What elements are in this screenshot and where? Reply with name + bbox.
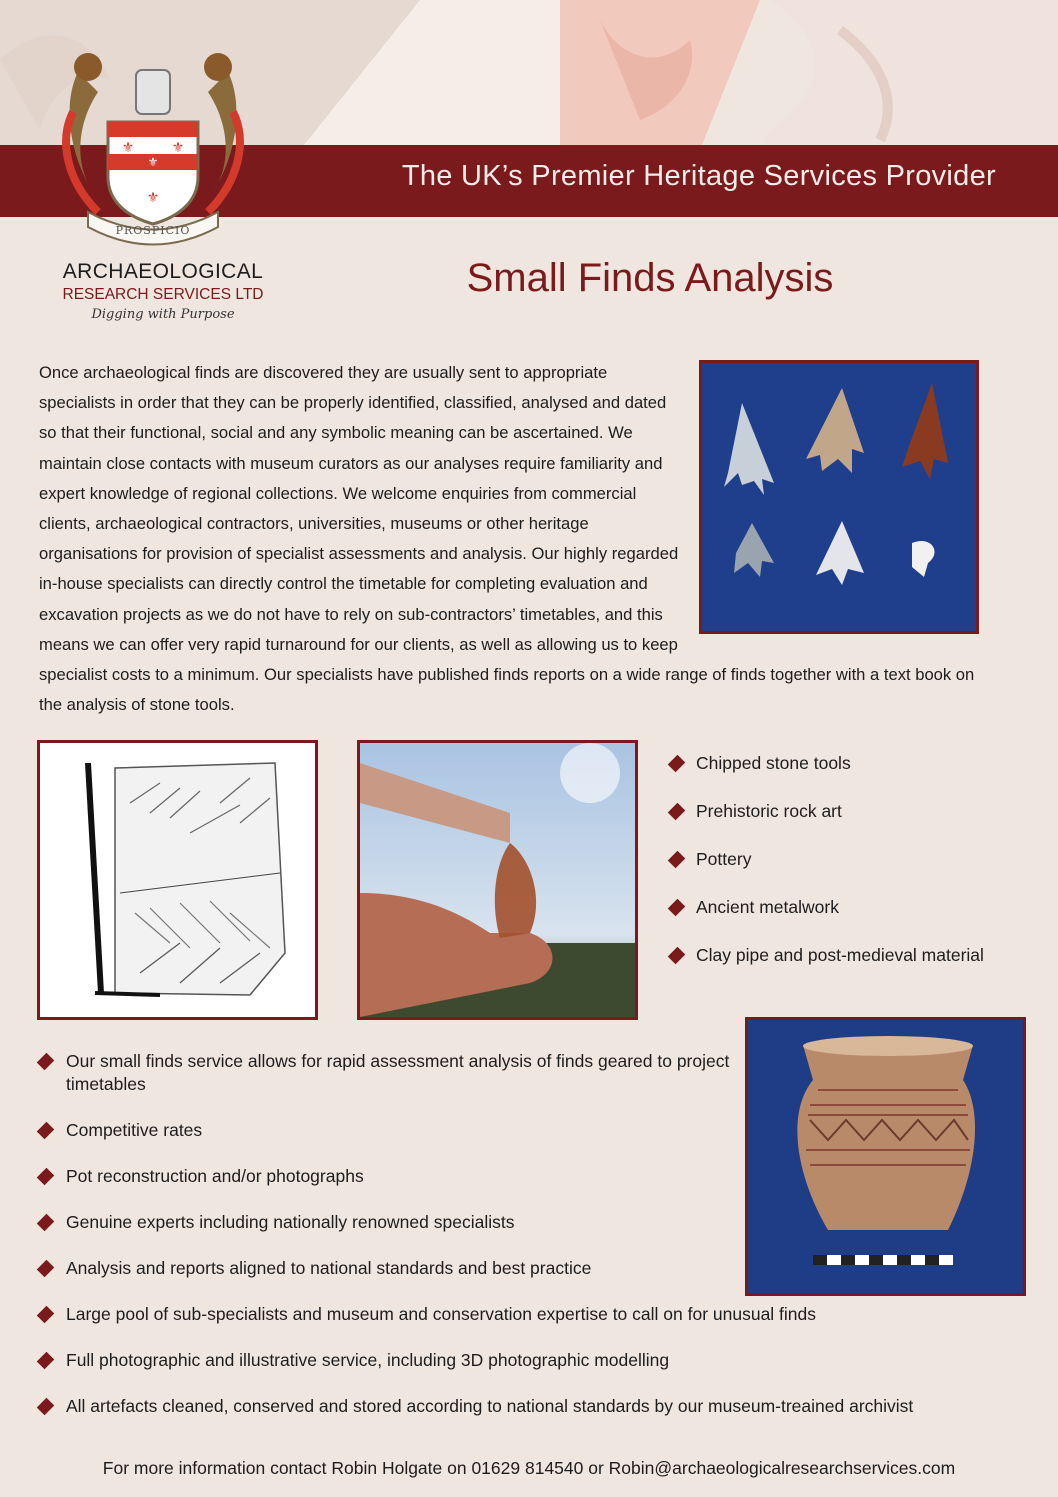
list-item: [37, 1303, 1027, 1326]
svg-text:⚜: ⚜: [121, 140, 135, 156]
specialisms-list: [668, 753, 984, 993]
diamond-icon: [668, 803, 686, 821]
list-item-label: Prehistoric rock art: [696, 801, 842, 821]
list-item: [37, 1349, 1027, 1372]
intro-paragraph: [39, 358, 989, 720]
list-item-label: Genuine experts including nationally renowned specialists: [66, 1212, 515, 1232]
diamond-icon: [37, 1122, 55, 1140]
list-item-label: Pottery: [696, 849, 752, 869]
diamond-icon: [37, 1398, 55, 1416]
list-item-label: All artefacts cleaned, conserved and stored according to national standards by our museum-treained archivist: [66, 1396, 914, 1416]
list-item: [668, 945, 984, 993]
arrowheads-photo: [699, 360, 979, 634]
company-tagline: Digging with Purpose: [91, 307, 235, 322]
diamond-icon: [37, 1352, 55, 1370]
company-name-line2: RESEARCH SERVICES LTD: [62, 286, 264, 303]
svg-text:⚜: ⚜: [147, 155, 159, 169]
diamond-icon: [37, 1306, 55, 1324]
list-item-label: Large pool of sub-specialists and museum and conservation expertise to call on for unusual finds: [66, 1304, 817, 1324]
banner-tagline: The UK’s Premier Heritage Services Provider: [401, 160, 996, 192]
diamond-icon: [37, 1214, 55, 1232]
diamond-icon: [37, 1260, 55, 1278]
company-name-block: [38, 260, 288, 322]
svg-text:⚜: ⚜: [146, 190, 160, 206]
list-item: [668, 849, 984, 897]
diamond-icon: [668, 947, 686, 965]
list-item: [668, 753, 984, 801]
company-name-line1: ARCHAEOLOGICAL: [62, 260, 264, 283]
list-item: [37, 1395, 1027, 1418]
list-item-label: Chipped stone tools: [696, 753, 851, 773]
list-item-label: Clay pipe and post-medieval material: [696, 945, 984, 965]
pottery-drawing-image: [37, 740, 318, 1020]
flint-arrowhead-held-photo: [357, 740, 638, 1020]
svg-text:⚜: ⚜: [171, 140, 185, 156]
diamond-icon: [668, 851, 686, 869]
list-item: [668, 897, 984, 945]
diamond-icon: [668, 899, 686, 917]
contact-line: For more information contact Robin Holgate on 01629 814540 or Robin@archaeologicalresearchservices.com: [102, 1458, 956, 1478]
diamond-icon: [37, 1053, 55, 1071]
list-item: [37, 1257, 1027, 1280]
intro-text: Once archaeological finds are discovered they are usually sent to appropriate specialists in order that they can be properly identified, classified, analysed and dated so that their functional, social and any symbolic meaning can be ascertained. We maintain close contacts with museum curators as our analyses require familiarity and expert knowledge of regional collections. We welcome enquiries from commercial clients, archaeological contractors, universities, museums or other heritage organisations for provision of specialist assessments and analysis. Our highly regarded in-house specialists can directly control the timetable for completing evaluation and excavation projects as we do not have to rely on sub-contractors’ timetables, and this means we can offer very rapid turnaround for our clients, as well as allowing us to keep specialist costs to a minimum. Our specialists have published finds reports on a wide range of finds together with a text book on the analysis of stone tools.: [39, 363, 975, 715]
diamond-icon: [37, 1168, 55, 1186]
benefits-list: [37, 1050, 1027, 1441]
list-item: [37, 1119, 1027, 1142]
list-item-label: Analysis and reports aligned to national standards and best practice: [66, 1258, 592, 1278]
list-item: [37, 1211, 1027, 1234]
list-item-label: Full photographic and illustrative service, including 3D photographic modelling: [66, 1350, 670, 1370]
svg-text:PROSPICIO: PROSPICIO: [115, 224, 191, 237]
diamond-icon: [668, 755, 686, 773]
company-crest-logo: [58, 42, 248, 247]
list-item: [668, 801, 984, 849]
list-item: [37, 1050, 1027, 1096]
list-item-label: Ancient metalwork: [696, 897, 839, 917]
list-item-label: Competitive rates: [66, 1120, 203, 1140]
list-item-label: Our small finds service allows for rapid assessment analysis of finds geared to project timetables: [66, 1051, 730, 1094]
page-title: Small Finds Analysis: [466, 256, 834, 300]
list-item: [37, 1165, 1027, 1188]
list-item-label: Pot reconstruction and/or photographs: [66, 1166, 364, 1186]
